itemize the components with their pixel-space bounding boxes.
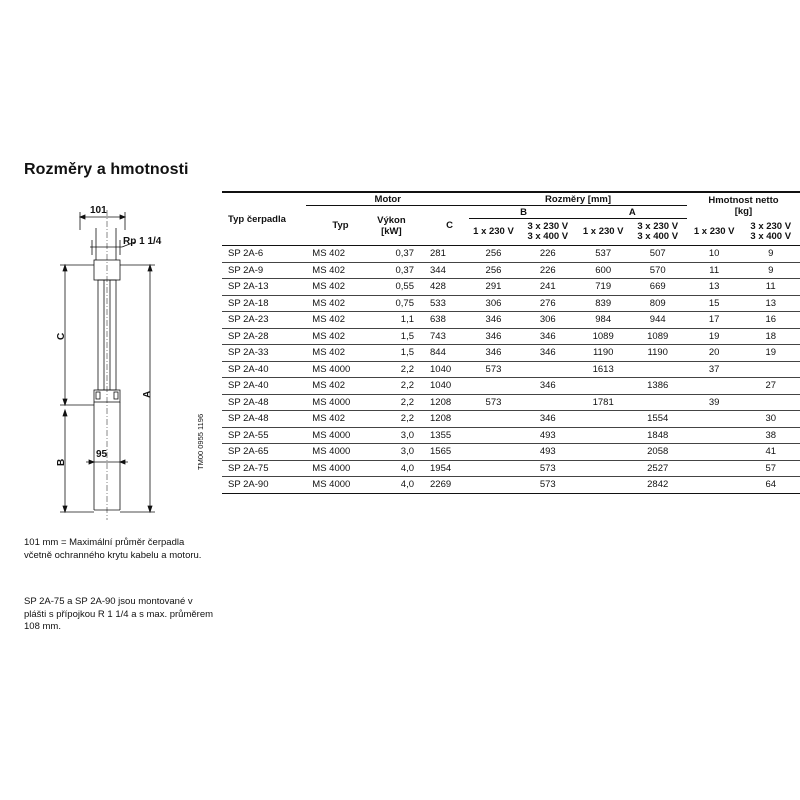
header-vykon [369,206,426,246]
table-row [222,262,800,279]
table-row [222,361,800,378]
cell-power: 1,5 [369,345,426,362]
cell-motor-type: MS 402 [306,279,368,296]
pump-dimension-drawing [10,200,210,530]
cell-power: 4,0 [369,460,426,477]
dim-label-c: C [56,332,67,340]
cell-dim-b-1x230: 291 [469,279,518,296]
header-b-3x230: 3 x 230 V [527,221,569,232]
table-row [222,246,800,263]
cell-power: 0,75 [369,295,426,312]
cell-motor-type: MS 402 [306,378,368,395]
header-a: A [578,206,687,219]
cell-dim-b-1x230: 256 [469,246,518,263]
cell-dim-a-1x230 [578,427,629,444]
cell-dim-a-3x: 1848 [629,427,687,444]
header-a-3x [629,219,687,246]
cell-weight-1x230: 17 [687,312,742,329]
cell-weight-3x: 19 [741,345,800,362]
cell-dim-a-1x230: 1089 [578,328,629,345]
cell-dim-c: 1208 [426,411,469,428]
cell-power: 4,0 [369,477,426,494]
table-row [222,295,800,312]
cell-motor-type: MS 402 [306,312,368,329]
cell-dim-a-3x: 570 [629,262,687,279]
cell-dim-a-3x: 1089 [629,328,687,345]
cell-dim-a-1x230: 1190 [578,345,629,362]
header-typ-cerpadla: Typ čerpadla [222,192,306,246]
cell-dim-b-3x: 346 [518,328,578,345]
cell-weight-3x: 27 [741,378,800,395]
cell-dim-b-1x230 [469,460,518,477]
table-row [222,427,800,444]
table-row [222,394,800,411]
cell-weight-1x230 [687,427,742,444]
cell-dim-b-3x: 346 [518,411,578,428]
cell-motor-type: MS 4000 [306,444,368,461]
cell-pump-type: SP 2A-48 [222,394,306,411]
cell-pump-type: SP 2A-90 [222,477,306,494]
cell-power: 1,1 [369,312,426,329]
header-h-3x [741,219,800,246]
cell-weight-1x230 [687,444,742,461]
note-sleeve: SP 2A-75 a SP 2A-90 jsou montované v plášti s přípojkou R 1 1/4 a s max. průměrem 108 mm. [24,596,214,632]
header-a-3x400: 3 x 400 V [637,231,679,242]
cell-power: 3,0 [369,427,426,444]
dim-label-rp: Rp 1 1/4 [123,236,162,247]
cell-motor-type: MS 4000 [306,427,368,444]
cell-dim-a-1x230 [578,444,629,461]
cell-dim-b-3x [518,361,578,378]
cell-power: 0,55 [369,279,426,296]
cell-dim-b-1x230: 573 [469,394,518,411]
cell-dim-a-3x: 2058 [629,444,687,461]
cell-dim-a-1x230: 1781 [578,394,629,411]
table-row [222,279,800,296]
cell-power: 0,37 [369,262,426,279]
cell-dim-b-3x: 226 [518,262,578,279]
table-row [222,378,800,395]
header-hmotnost-label: Hmotnost netto [708,194,779,206]
cell-dim-b-3x: 573 [518,477,578,494]
drawing-code: TM00 0955 1196 [196,413,205,470]
cell-dim-b-1x230: 346 [469,345,518,362]
cell-weight-1x230: 11 [687,262,742,279]
cell-dim-b-3x: 493 [518,444,578,461]
cell-weight-1x230: 15 [687,295,742,312]
cell-dim-b-1x230: 346 [469,328,518,345]
cell-dim-a-3x: 669 [629,279,687,296]
cell-dim-c: 1208 [426,394,469,411]
cell-dim-a-1x230: 839 [578,295,629,312]
cell-dim-b-1x230 [469,477,518,494]
table-row [222,328,800,345]
header-rozmery: Rozměry [mm] [469,192,687,206]
cell-dim-a-3x: 2842 [629,477,687,494]
dim-label-a: A [142,390,153,398]
dim-label-95: 95 [96,449,108,460]
cell-dim-c: 1954 [426,460,469,477]
table-row [222,345,800,362]
cell-dim-b-3x: 306 [518,312,578,329]
cell-pump-type: SP 2A-55 [222,427,306,444]
cell-motor-type: MS 402 [306,345,368,362]
header-b-1x230: 1 x 230 V [473,226,514,237]
cell-weight-3x: 11 [741,279,800,296]
header-a-1x230: 1 x 230 V [582,226,624,237]
cell-weight-1x230: 19 [687,328,742,345]
table-row [222,312,800,329]
cell-dim-b-3x: 346 [518,345,578,362]
cell-pump-type: SP 2A-48 [222,411,306,428]
cell-dim-a-3x [629,361,687,378]
table-row [222,411,800,428]
header-vykon-unit: [kW] [381,225,402,237]
cell-pump-type: SP 2A-40 [222,378,306,395]
cell-weight-3x: 38 [741,427,800,444]
cell-dim-a-1x230: 719 [578,279,629,296]
cell-weight-1x230: 37 [687,361,742,378]
cell-dim-b-3x: 573 [518,460,578,477]
cell-weight-1x230: 39 [687,394,742,411]
cell-dim-b-1x230 [469,427,518,444]
cell-weight-1x230 [687,378,742,395]
dim-label-101: 101 [90,205,107,216]
cell-pump-type: SP 2A-33 [222,345,306,362]
cell-dim-c: 344 [426,262,469,279]
cell-motor-type: MS 4000 [306,361,368,378]
cell-dim-c: 844 [426,345,469,362]
cell-dim-c: 533 [426,295,469,312]
page-title: Rozměry a hmotnosti [24,161,189,178]
cell-dim-a-1x230: 537 [578,246,629,263]
cell-weight-1x230: 10 [687,246,742,263]
cell-weight-3x [741,394,800,411]
note-max-diameter: 101 mm = Maximální průměr čerpadla včetně ochranného krytu kabelu a motoru. [24,537,202,561]
cell-dim-c: 1040 [426,378,469,395]
cell-dim-c: 1355 [426,427,469,444]
cell-dim-b-1x230: 306 [469,295,518,312]
cell-dim-a-3x: 1386 [629,378,687,395]
cell-motor-type: MS 402 [306,411,368,428]
cell-dim-b-3x: 226 [518,246,578,263]
cell-dim-a-1x230: 984 [578,312,629,329]
header-hmotnost [687,192,800,219]
cell-dim-b-1x230: 346 [469,312,518,329]
cell-motor-type: MS 402 [306,328,368,345]
cell-motor-type: MS 402 [306,262,368,279]
cell-weight-3x: 9 [741,262,800,279]
header-b-3x [518,219,578,246]
header-h-3x400: 3 x 400 V [750,230,792,242]
cell-dim-a-3x: 809 [629,295,687,312]
cell-dim-c: 281 [426,246,469,263]
table-body [222,246,800,494]
cell-dim-c: 1040 [426,361,469,378]
header-vykon-label: Výkon [377,214,406,226]
cell-dim-b-3x [518,394,578,411]
cell-weight-3x: 30 [741,411,800,428]
cell-pump-type: SP 2A-23 [222,312,306,329]
header-hmotnost-unit: [kg] [734,205,753,217]
cell-dim-a-3x: 944 [629,312,687,329]
header-motor: Motor [306,192,469,206]
cell-dim-a-3x: 1190 [629,345,687,362]
cell-power: 3,0 [369,444,426,461]
cell-motor-type: MS 402 [306,246,368,263]
cell-weight-3x: 64 [741,477,800,494]
cell-dim-a-1x230: 600 [578,262,629,279]
cell-dim-a-1x230 [578,460,629,477]
cell-weight-3x: 16 [741,312,800,329]
header-b-3x400: 3 x 400 V [527,231,569,242]
cell-dim-c: 743 [426,328,469,345]
cell-dim-b-1x230 [469,444,518,461]
cell-weight-1x230: 13 [687,279,742,296]
cell-dim-b-3x: 241 [518,279,578,296]
cell-dim-b-1x230: 573 [469,361,518,378]
cell-dim-a-1x230 [578,411,629,428]
header-h-1x230: 1 x 230 V [693,225,735,237]
cell-pump-type: SP 2A-6 [222,246,306,263]
cell-power: 2,2 [369,411,426,428]
cell-dim-b-1x230 [469,411,518,428]
cell-dim-b-3x: 276 [518,295,578,312]
header-a-3x230: 3 x 230 V [637,221,679,232]
cell-weight-1x230 [687,477,742,494]
cell-dim-a-3x [629,394,687,411]
cell-dim-b-1x230 [469,378,518,395]
cell-pump-type: SP 2A-40 [222,361,306,378]
cell-power: 0,37 [369,246,426,263]
header-h-3x230: 3 x 230 V [750,220,792,232]
cell-dim-b-1x230: 256 [469,262,518,279]
table-row [222,460,800,477]
cell-weight-3x: 18 [741,328,800,345]
table-row [222,477,800,494]
cell-weight-3x [741,361,800,378]
cell-weight-1x230: 20 [687,345,742,362]
cell-motor-type: MS 4000 [306,394,368,411]
cell-pump-type: SP 2A-28 [222,328,306,345]
cell-power: 1,5 [369,328,426,345]
cell-dim-a-1x230: 1613 [578,361,629,378]
cell-weight-3x: 13 [741,295,800,312]
cell-pump-type: SP 2A-65 [222,444,306,461]
cell-dim-c: 1565 [426,444,469,461]
dimensions-weights-table [222,191,800,494]
table-row [222,444,800,461]
cell-power: 2,2 [369,394,426,411]
cell-power: 2,2 [369,361,426,378]
cell-weight-3x: 9 [741,246,800,263]
cell-motor-type: MS 4000 [306,460,368,477]
cell-dim-b-3x: 493 [518,427,578,444]
cell-weight-1x230 [687,411,742,428]
cell-motor-type: MS 402 [306,295,368,312]
cell-dim-a-3x: 1554 [629,411,687,428]
dim-label-b: B [56,458,67,466]
cell-dim-c: 2269 [426,477,469,494]
cell-motor-type: MS 4000 [306,477,368,494]
cell-dim-a-3x: 2527 [629,460,687,477]
cell-dim-c: 428 [426,279,469,296]
cell-weight-3x: 41 [741,444,800,461]
cell-dim-a-1x230 [578,378,629,395]
header-c: C [446,220,454,231]
cell-pump-type: SP 2A-13 [222,279,306,296]
header-typ: Typ [332,220,349,231]
cell-dim-a-1x230 [578,477,629,494]
cell-dim-b-3x: 346 [518,378,578,395]
cell-dim-a-3x: 507 [629,246,687,263]
cell-weight-1x230 [687,460,742,477]
header-b: B [469,206,578,219]
cell-pump-type: SP 2A-18 [222,295,306,312]
cell-power: 2,2 [369,378,426,395]
cell-weight-3x: 57 [741,460,800,477]
cell-dim-c: 638 [426,312,469,329]
cell-pump-type: SP 2A-75 [222,460,306,477]
cell-pump-type: SP 2A-9 [222,262,306,279]
